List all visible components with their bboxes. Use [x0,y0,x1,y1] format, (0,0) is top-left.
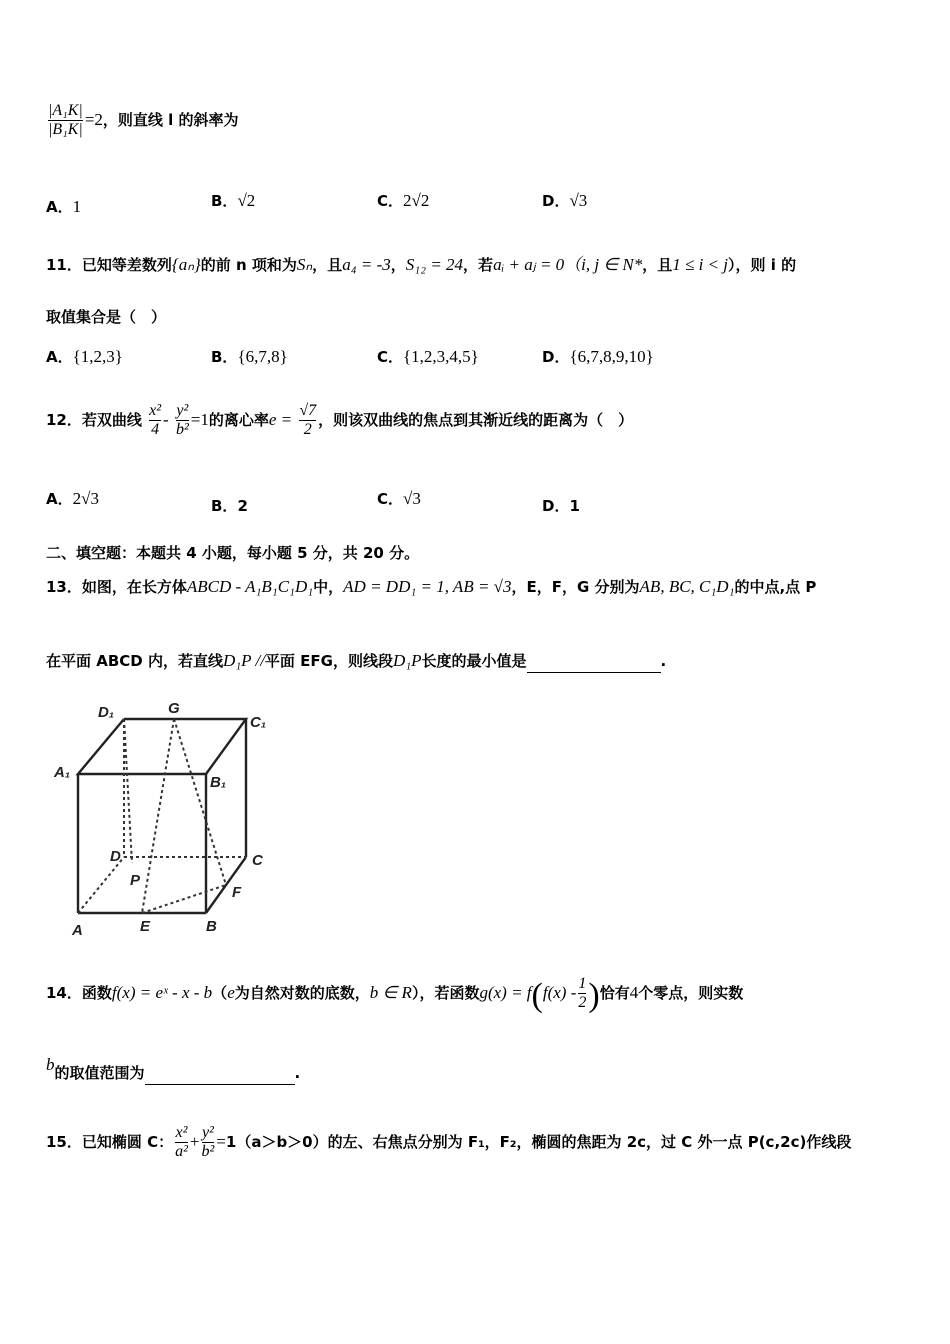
q10-option-c: C．2√2 [377,191,430,210]
q10-option-b: B．√2 [211,191,256,210]
q14-answer-blank[interactable] [145,1066,295,1085]
q14-stem: 14．函数f(x) = eˣ - x - b（e为自然对数的底数，b ∈ R），若函数g(x) = f(f(x) - $\frac{1}{2}$ )恰有4个零点，则实数 [46,975,744,1014]
label-a: A [72,922,83,939]
section-heading: 二、填空题：本题共 4 小题，每小题 5 分，共 20 分。 [46,544,420,562]
q12-stem: 12．若双曲线 $\frac{\text{x²}}{4}$ - $\frac{\text{y²}}{\text{b²}}$ =1的离心率e = $\frac{√7}{2}$ ，则该双曲线的焦点到其渐近线的距离为（ ） [46,402,634,438]
q10-fraction: $\frac{\text{|A₁K|}}{\text{|B₁K|}}$ [48,102,83,138]
label-a1: A₁ [54,764,71,781]
q10-option-a: A．1 [46,197,82,216]
label-b: B [206,918,217,935]
q11-stem: 11．已知等差数列{aₙ}的前 n 项和为Sₙ，且a₄ = -3，S₁₂ = 24，若aᵢ + aⱼ = 0（i, j ∈ N*，且1 ≤ i < j），则 i 的 [46,255,797,274]
label-g: G [168,700,180,717]
label-f: F [232,884,242,901]
line-d1-p [124,719,132,863]
q12-option-b: B．2 [211,497,248,515]
line-g-f [174,719,226,885]
q12-option-a: A．2√3 [46,489,99,508]
label-b1: B₁ [210,774,227,791]
q12-option-c: C．√3 [377,489,421,508]
q12-option-d: D．1 [542,497,580,515]
q11-option-b: B．{6,7,8} [211,347,288,366]
line-g-e [142,719,174,913]
label-c1: C₁ [250,714,267,731]
q13-stem: 13．如图，在长方体ABCD - A₁B₁C₁D₁中，AD = DD₁ = 1, AB = √3，E，F，G 分别为AB, BC, C₁D₁的中点,点 P [46,577,817,596]
label-d: D [110,848,121,865]
q10-option-d: D．√3 [542,191,588,210]
label-p: P [130,872,141,889]
q11-stem-line2: 取值集合是（ ） [46,308,167,326]
q11-option-a: A．{1,2,3} [46,347,123,366]
q13-answer-blank[interactable] [527,654,661,673]
edge-a-d [78,857,124,913]
line-e-f [142,885,226,913]
top-face [78,719,246,774]
q10-stem: $\frac{\text{|A₁K|}}{\text{|B₁K|}}$ =2，则直线 l 的斜率为 [48,102,239,138]
q15-stem: 15．已知椭圆 C： $\frac{\text{x²}}{\text{a²}}$ + $\frac{\text{y²}}{\text{b²}}$ =1（a＞b＞0）的左、右焦点分别为 F₁，F₂，椭圆的焦距为 2c，过 C 外一点 P(c,2c)作线段 [46,1124,852,1160]
label-e: E [140,918,151,935]
label-d1: D₁ [98,704,115,721]
q14-stem-line2: b的取值范围为 . [46,1062,300,1085]
q11-option-d: D．{6,7,8,9,10} [542,347,654,366]
q13-stem-line2: 在平面 ABCD 内，若直线D₁P //平面 EFG，则线段D₁P长度的最小值是 . [46,650,666,673]
q11-option-c: C．{1,2,3,4,5} [377,347,479,366]
cuboid-figure [40,695,280,945]
label-c: C [252,852,263,869]
